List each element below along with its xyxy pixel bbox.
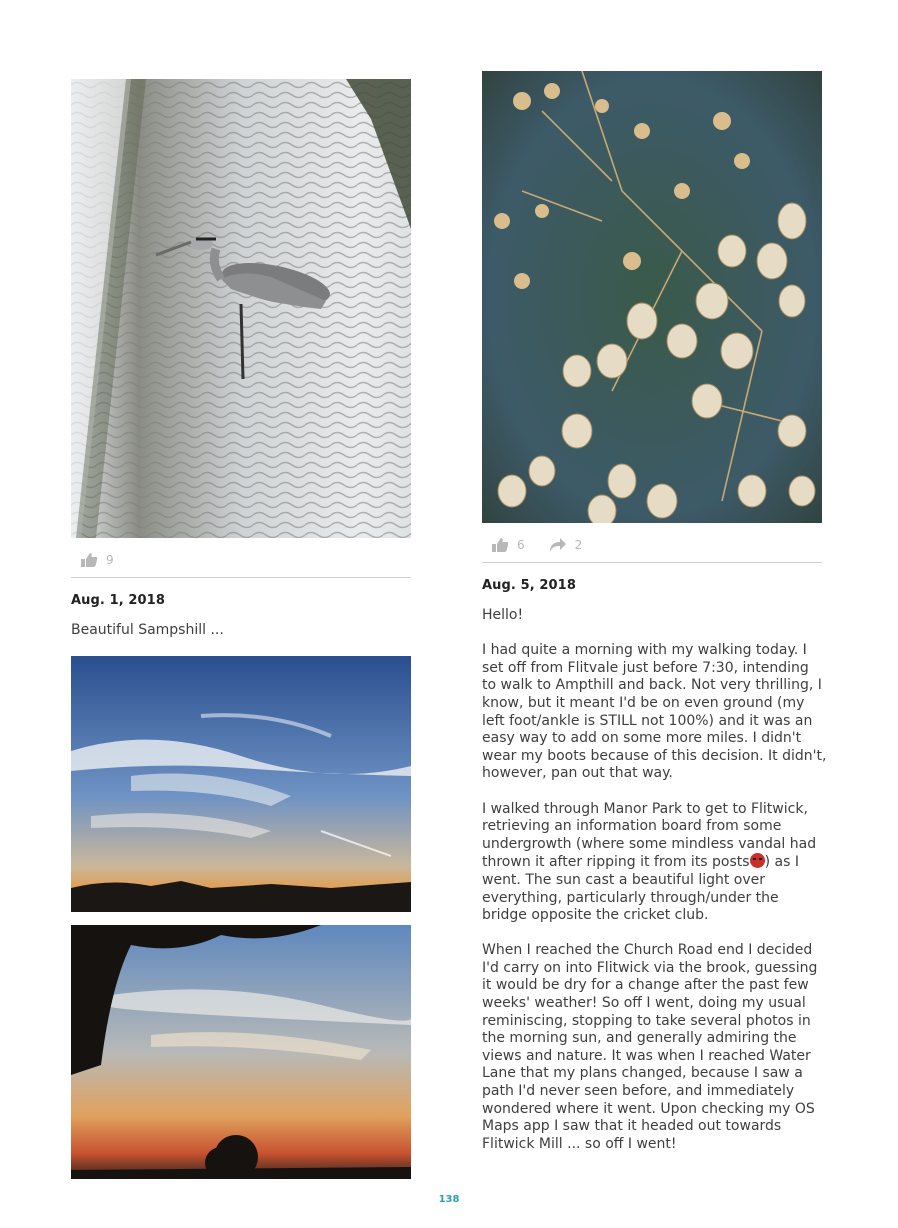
right-share-button[interactable] [549, 537, 583, 553]
heron-photo [71, 79, 411, 538]
right-divider [482, 562, 822, 563]
left-divider [71, 577, 411, 578]
right-post-date: Aug. 5, 2018 [482, 578, 576, 593]
thumbs-up-icon [80, 552, 98, 568]
post-paragraph-1: I had quite a morning with my walking today. I set off from Flitvale just before 7:30, intending to walk to Ampthill and back. Not very thrilling, I know, but it meant I'd be on even ground (my left foot/ankle is STILL not 100%) and it was an easy way to add on some more miles. I didn't wear my boots because of this decision. It didn't, however, pan out that way. [482, 642, 827, 782]
left-post-caption: Beautiful Sampshill ... [71, 622, 224, 638]
post-paragraph-2 [482, 801, 827, 925]
right-post-social-bar [491, 537, 596, 553]
left-like-count: 9 [106, 553, 114, 567]
right-post-body [482, 607, 827, 1171]
thumbs-up-icon [491, 537, 509, 553]
post-paragraph-3: When I reached the Church Road end I decided I'd carry on into Flitwick via the brook, guessing it would be dry for a change after the past few weeks' weather! So off I went, doing my usual reminiscing, stopping to take several photos in the morning sun, and generally admiring the views and nature. It was when I reached Water Lane that my plans changed, because I saw a path I'd never seen before, and immediately wondered where it went. Upon checking my OS Maps app I saw that it headed out towards Flitwick Mill ... so off I went! [482, 942, 818, 1152]
page-number: 138 [438, 1194, 460, 1205]
post-greeting: Hello! [482, 607, 524, 623]
sunset-tree-photo [71, 925, 411, 1179]
share-arrow-icon [549, 537, 567, 553]
left-like-button[interactable] [80, 552, 114, 568]
post-paragraph-2-end: ) as I went. The sun cast a beautiful light over everything, particularly through/under the bridge opposite the cricket club. [482, 854, 799, 924]
seed-heads-photo [482, 71, 822, 523]
angry-face-emoji-icon [750, 853, 765, 868]
left-post-date: Aug. 1, 2018 [71, 593, 165, 608]
right-like-button[interactable] [491, 537, 525, 553]
left-post-social-bar [80, 552, 128, 568]
right-share-count: 2 [574, 538, 583, 552]
sunset-clouds-photo [71, 656, 411, 912]
right-like-count: 6 [517, 538, 525, 552]
post-paragraph-2-start: I walked through Manor Park to get to Flitwick, retrieving an information board from some undergrowth (where some mindless vandal had thrown it after ripping it from its posts [482, 800, 817, 871]
